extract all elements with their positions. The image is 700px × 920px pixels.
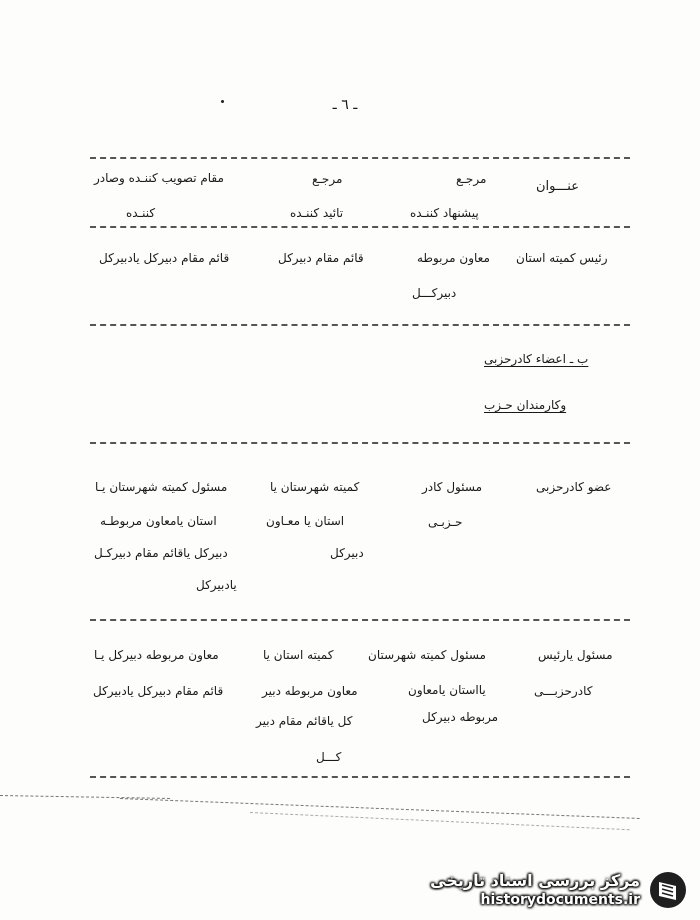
- header-issuer-1: مقام تصویب کننـده وصادر: [94, 171, 224, 185]
- row3-proposer-2: یااستان یامعاون: [408, 683, 486, 697]
- row1-proposer-1: معاون مربوطه: [417, 251, 490, 265]
- watermark: [430, 870, 688, 910]
- row2-title: عضو کادرحزبی: [536, 480, 612, 494]
- row1-approver: قائم مقام دبیرکل: [278, 251, 364, 265]
- watermark-persian-text: مرکز بررسی اسناد تاریخی: [430, 871, 640, 890]
- row2-approver-3: دبیرکل: [330, 546, 364, 560]
- watermark-url-text: historydocuments.ir: [480, 892, 640, 908]
- row2-proposer-2: حـزبـی: [428, 515, 463, 529]
- header-approver-2: تائید کننـده: [290, 206, 344, 220]
- section-b-heading-2: وکارمندان حـزب: [484, 398, 567, 412]
- row2-approver-2: استان یا معـاون: [266, 514, 345, 528]
- divider-top: [90, 157, 630, 159]
- row3-title-1: مسئول یارئیس: [538, 648, 613, 662]
- row3-approver-1: کمیته استان یا: [263, 648, 334, 662]
- row2-proposer-1: مسئول کادر: [422, 480, 482, 494]
- header-approver-1: مرجـع: [312, 172, 343, 186]
- row1-issuer: قائم مقام دبیرکل یادبیرکل: [99, 251, 230, 265]
- scan-streak: [120, 798, 640, 819]
- section-b-heading-1: ب ـ اعضاء کادرحزبی: [484, 352, 589, 366]
- row2-issuer-4: یادبیرکل: [196, 578, 237, 592]
- row3-issuer-2: قائم مقام دبیرکل یادبیرکل: [93, 684, 224, 698]
- row3-proposer-1: مسئول کمیته شهرستان: [368, 648, 486, 662]
- header-title: عنـــوان: [536, 179, 579, 194]
- row3-approver-4: کـــل: [316, 750, 342, 764]
- row2-approver-1: کمیته شهرستان یا: [270, 480, 360, 494]
- row3-issuer-1: معاون مربوطه دبیرکل یـا: [94, 648, 219, 662]
- watermark-logo-icon: [648, 870, 688, 910]
- header-proposer-1: مرجـع: [456, 172, 487, 186]
- row2-issuer-3: دبیرکل یاقائم مقام دبیرکـل: [94, 546, 228, 560]
- row3-proposer-3: مربوطه دبیرکل: [422, 710, 499, 724]
- row1-proposer-2: دبیرکـــل: [412, 286, 457, 300]
- divider-bottom: [90, 776, 630, 778]
- row1-title: رئیس کمیته استان: [516, 251, 608, 265]
- divider-row2: [90, 442, 630, 444]
- header-proposer-2: پیشنهاد کننـده: [410, 206, 479, 220]
- row2-issuer-2: استان یامعاون مربوطـه: [100, 514, 217, 528]
- page-number: ـ ٦ ـ: [332, 97, 358, 113]
- ink-dot: [221, 100, 224, 103]
- row3-title-2: کادرحزبـــی: [534, 684, 593, 698]
- row2-issuer-1: مسئول کمیته شهرستان یـا: [95, 480, 228, 494]
- header-issuer-2: کننـده: [126, 206, 156, 220]
- divider-section-b: [90, 324, 630, 326]
- divider-header: [90, 226, 630, 228]
- row3-approver-2: معاون مربوطه دبیر: [262, 684, 358, 698]
- row3-approver-3: کل یاقائم مقام دبیر: [256, 714, 353, 728]
- divider-row3: [90, 619, 630, 621]
